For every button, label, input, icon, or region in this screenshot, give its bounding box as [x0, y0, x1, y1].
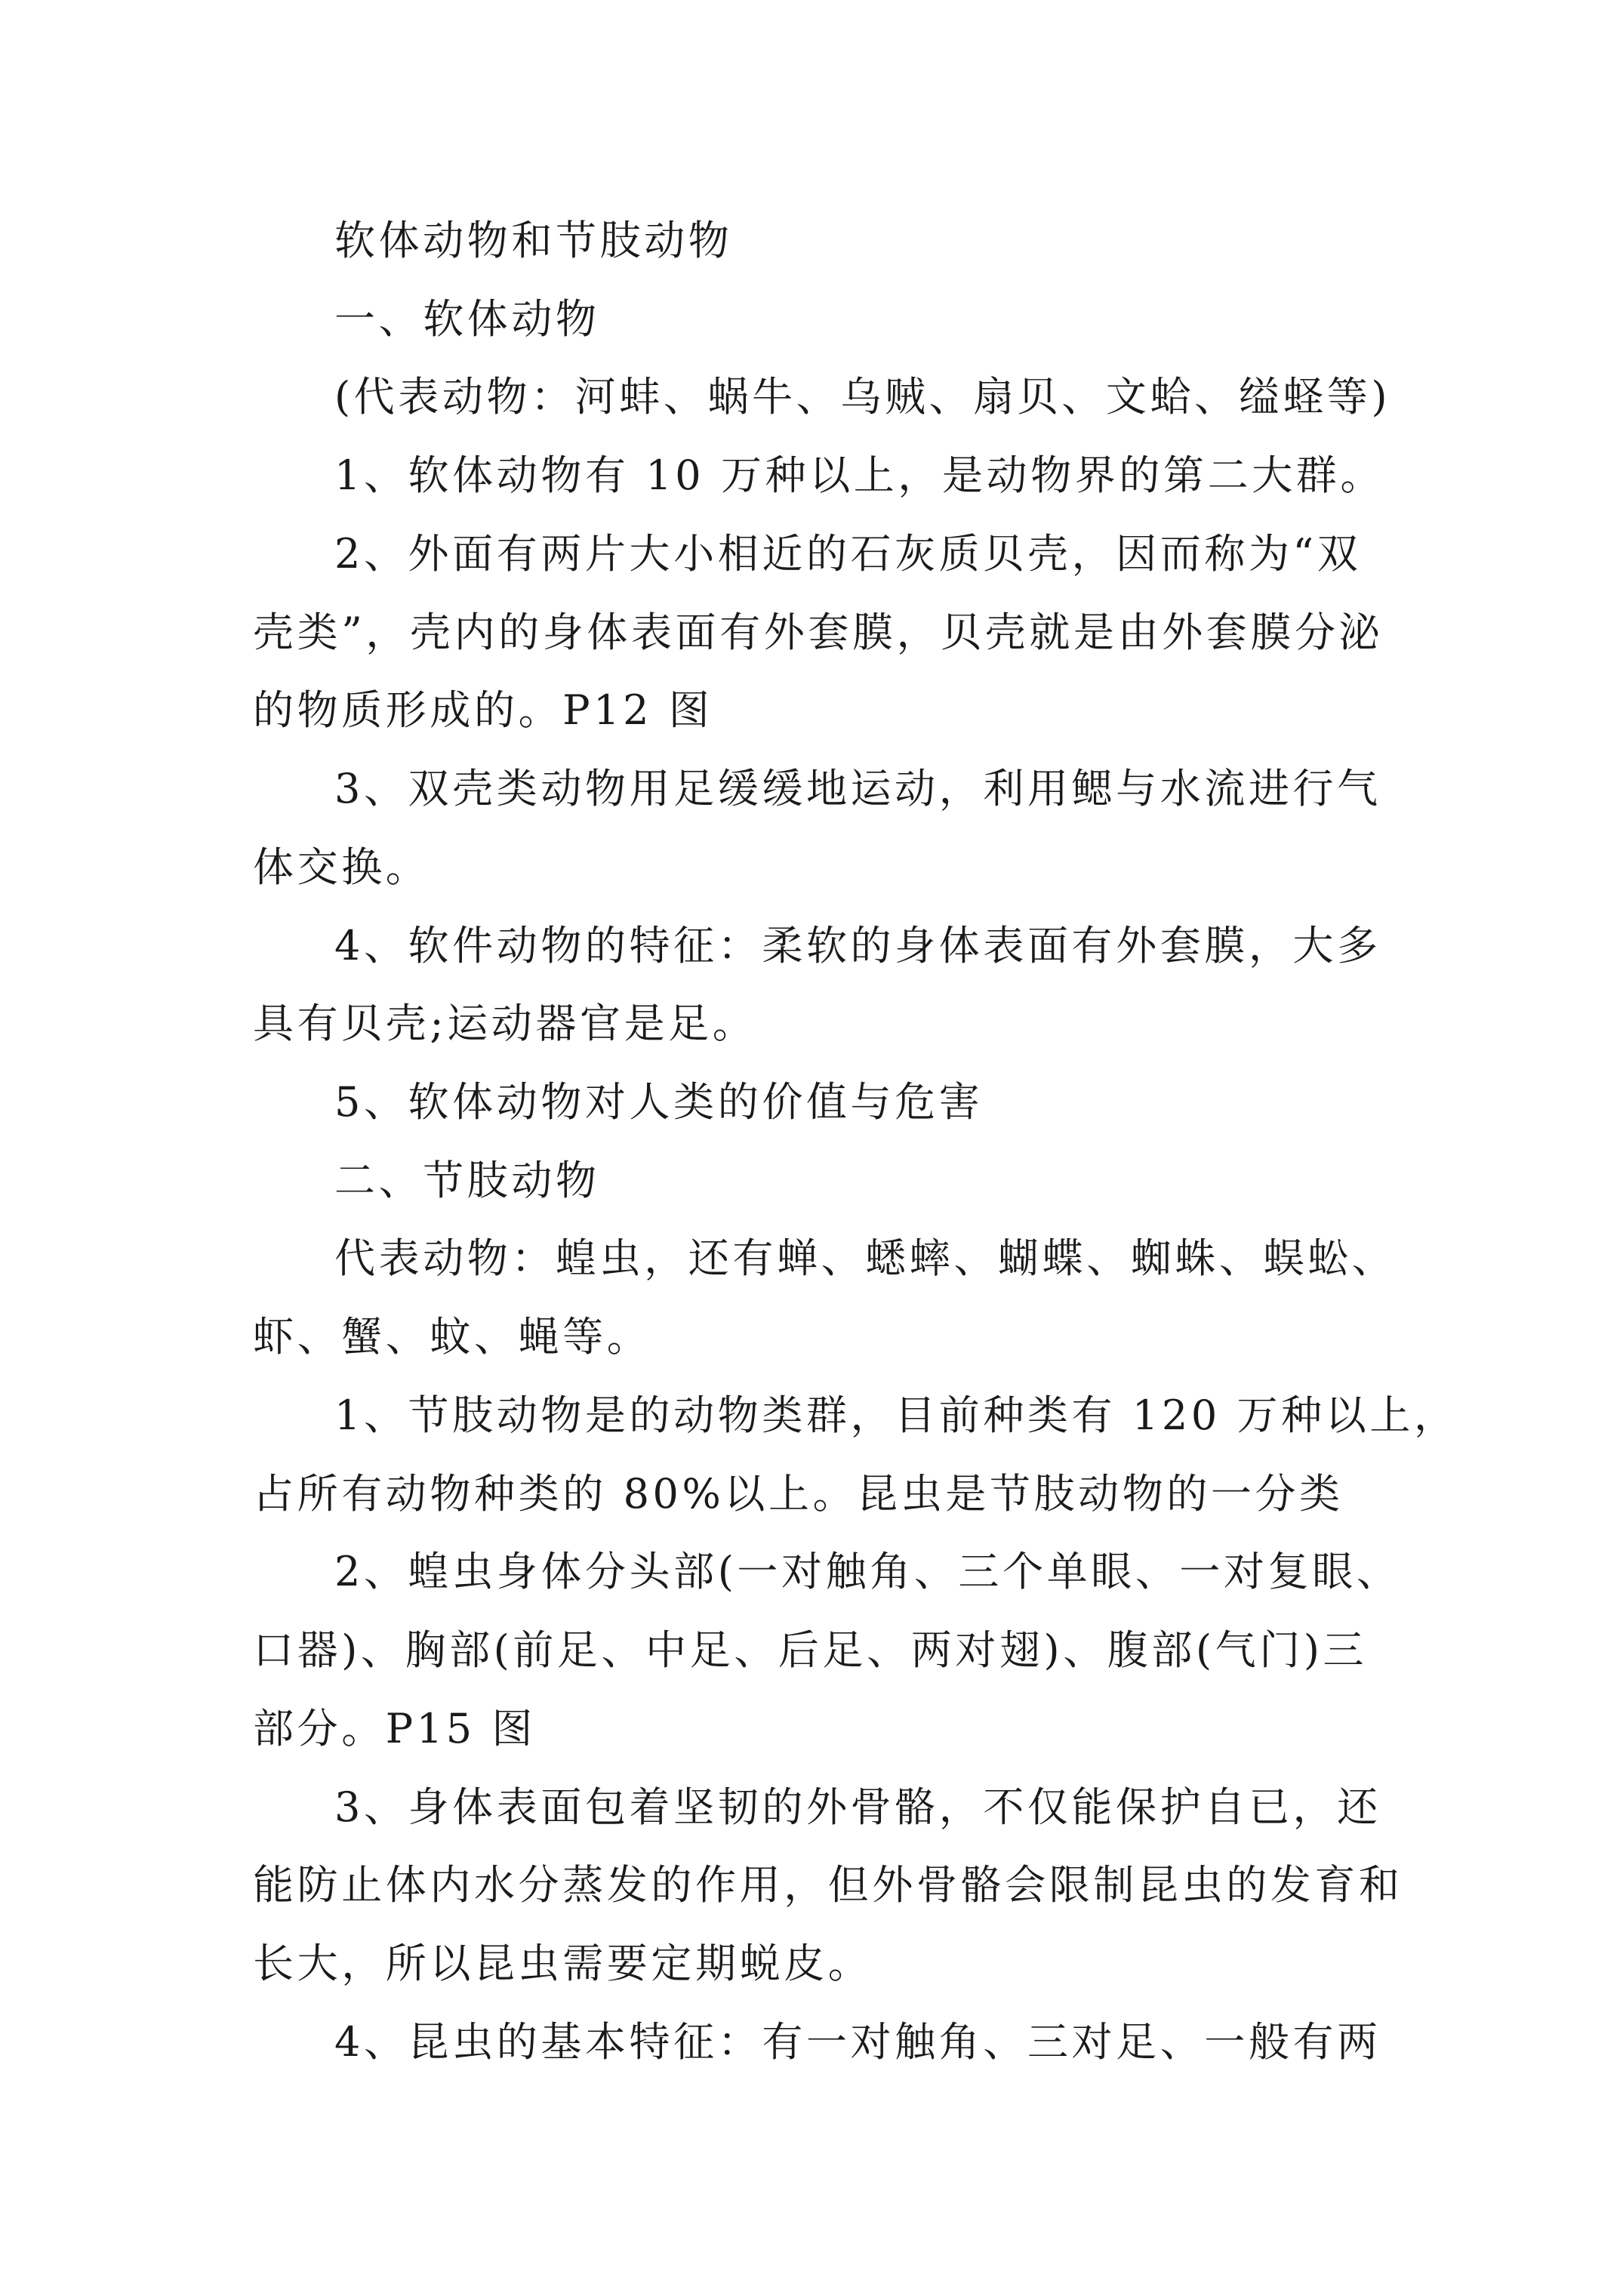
- paragraph-line: 部分。P15 图: [253, 1705, 537, 1752]
- paragraph-line: 占所有动物种类的 80%以上。昆虫是节肢动物的一分类: [253, 1470, 1344, 1518]
- paragraph-line: 4、昆虫的基本特征：有一对触角、三对足、一般有两: [334, 2018, 1381, 2066]
- paragraph-line: 4、软件动物的特征：柔软的身体表面有外套膜，大多: [334, 922, 1381, 969]
- paragraph-line: 虾、蟹、蚊、蝇等。: [253, 1313, 651, 1361]
- paragraph-line: 的物质形成的。P12 图: [253, 686, 713, 734]
- paragraph-line: 体交换。: [253, 843, 430, 891]
- paragraph-line: 1、节肢动物是的动物类群，目前种类有 120 万种以上，: [334, 1391, 1458, 1439]
- paragraph-line: (代表动物：河蚌、蜗牛、乌贼、扇贝、文蛤、缢蛏等): [334, 373, 1391, 421]
- paragraph-line: 3、身体表面包着坚韧的外骨骼，不仅能保护自已，还: [334, 1783, 1381, 1831]
- paragraph-line: 代表动物：蝗虫，还有蝉、蟋蟀、蝴蝶、蜘蛛、蜈蚣、: [334, 1234, 1397, 1282]
- document-title: 软体动物和节肢动物: [334, 217, 733, 264]
- paragraph-line: 具有贝壳;运动器官是足。: [253, 1000, 757, 1047]
- paragraph-line: 口器)、胸部(前足、中足、后足、两对翅)、腹部(气门)三: [253, 1626, 1368, 1674]
- paragraph-line: 5、软体动物对人类的价值与危害: [334, 1078, 984, 1126]
- paragraph-line: 长大，所以昆虫需要定期蜕皮。: [253, 1940, 873, 1987]
- paragraph-line: 2、蝗虫身体分头部(一对触角、三个单眼、一对复眼、: [334, 1548, 1401, 1595]
- paragraph-line: 2、外面有两片大小相近的石灰质贝壳，因而称为“双: [334, 530, 1362, 578]
- paragraph-line: 能防止体内水分蒸发的作用，但外骨骼会限制昆虫的发育和: [253, 1861, 1403, 1909]
- paragraph-line: 壳类”，壳内的身体表面有外套膜，贝壳就是由外套膜分泌: [253, 609, 1384, 656]
- paragraph-line: 1、软体动物有 10 万种以上，是动物界的第二大群。: [334, 451, 1384, 499]
- section-heading-arthropods: 二、节肢动物: [334, 1157, 600, 1204]
- section-heading-mollusks: 一、软体动物: [334, 295, 600, 343]
- paragraph-line: 3、双壳类动物用足缓缓地运动，利用鳃与水流进行气: [334, 765, 1381, 812]
